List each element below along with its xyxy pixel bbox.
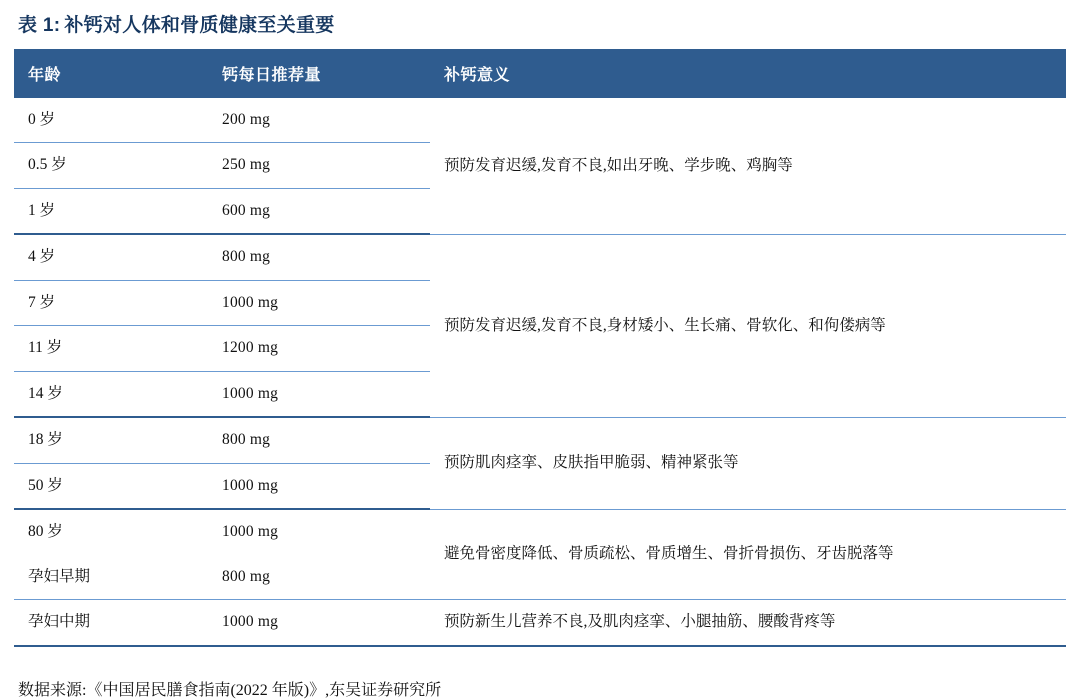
table-number-label: 表 1: [18,15,61,36]
cell-age: 11 岁 [14,326,208,371]
table-row [14,417,1066,463]
table-header-row [14,49,1066,98]
source-divider [14,645,1066,700]
cell-amount: 1000 mg [208,509,430,554]
calcium-recommendation-table [14,49,1066,645]
cell-age: 7 岁 [14,280,208,325]
cell-age: 14 岁 [14,371,208,417]
table-row [14,600,1066,645]
column-header-age: 年龄 [14,49,208,98]
source-note: 数据来源:《中国居民膳食指南(2022 年版)》,东吴证券研究所 [18,681,442,699]
cell-age: 18 岁 [14,417,208,463]
table-body [14,98,1066,645]
cell-amount: 250 mg [208,143,430,188]
cell-meaning: 避免骨密度降低、骨质疏松、骨质增生、骨折骨损伤、牙齿脱落等 [430,509,1066,599]
cell-amount: 1000 mg [208,371,430,417]
cell-meaning: 预防新生儿营养不良,及肌肉痉挛、小腿抽筋、腰酸背疼等 [430,600,1066,645]
cell-amount: 800 mg [208,234,430,280]
cell-age: 50 岁 [14,463,208,509]
cell-age: 孕妇早期 [14,555,208,600]
table-title-text: 补钙对人体和骨质健康至关重要 [64,15,335,36]
cell-amount: 1000 mg [208,463,430,509]
cell-age: 80 岁 [14,509,208,554]
cell-meaning: 预防发育迟缓,发育不良,如出牙晚、学步晚、鸡胸等 [430,98,1066,234]
cell-meaning: 预防肌肉痉挛、皮肤指甲脆弱、精神紧张等 [430,417,1066,509]
table-row [14,234,1066,280]
column-header-daily-amount: 钙每日推荐量 [208,49,430,98]
cell-age: 孕妇中期 [14,600,208,645]
cell-amount: 600 mg [208,188,430,234]
cell-age: 1 岁 [14,188,208,234]
cell-age: 0 岁 [14,98,208,143]
table-header [14,49,1066,98]
cell-meaning: 预防发育迟缓,发育不良,身材矮小、生长痛、骨软化、和佝偻病等 [430,234,1066,417]
cell-amount: 800 mg [208,417,430,463]
cell-amount: 200 mg [208,98,430,143]
table-row [14,98,1066,143]
cell-amount: 1000 mg [208,600,430,645]
cell-amount: 1000 mg [208,280,430,325]
table-row [14,509,1066,554]
cell-age: 4 岁 [14,234,208,280]
cell-amount: 800 mg [208,555,430,600]
cell-age: 0.5 岁 [14,143,208,188]
page-title [14,0,1066,49]
cell-amount: 1200 mg [208,326,430,371]
column-header-meaning: 补钙意义 [430,49,1066,98]
